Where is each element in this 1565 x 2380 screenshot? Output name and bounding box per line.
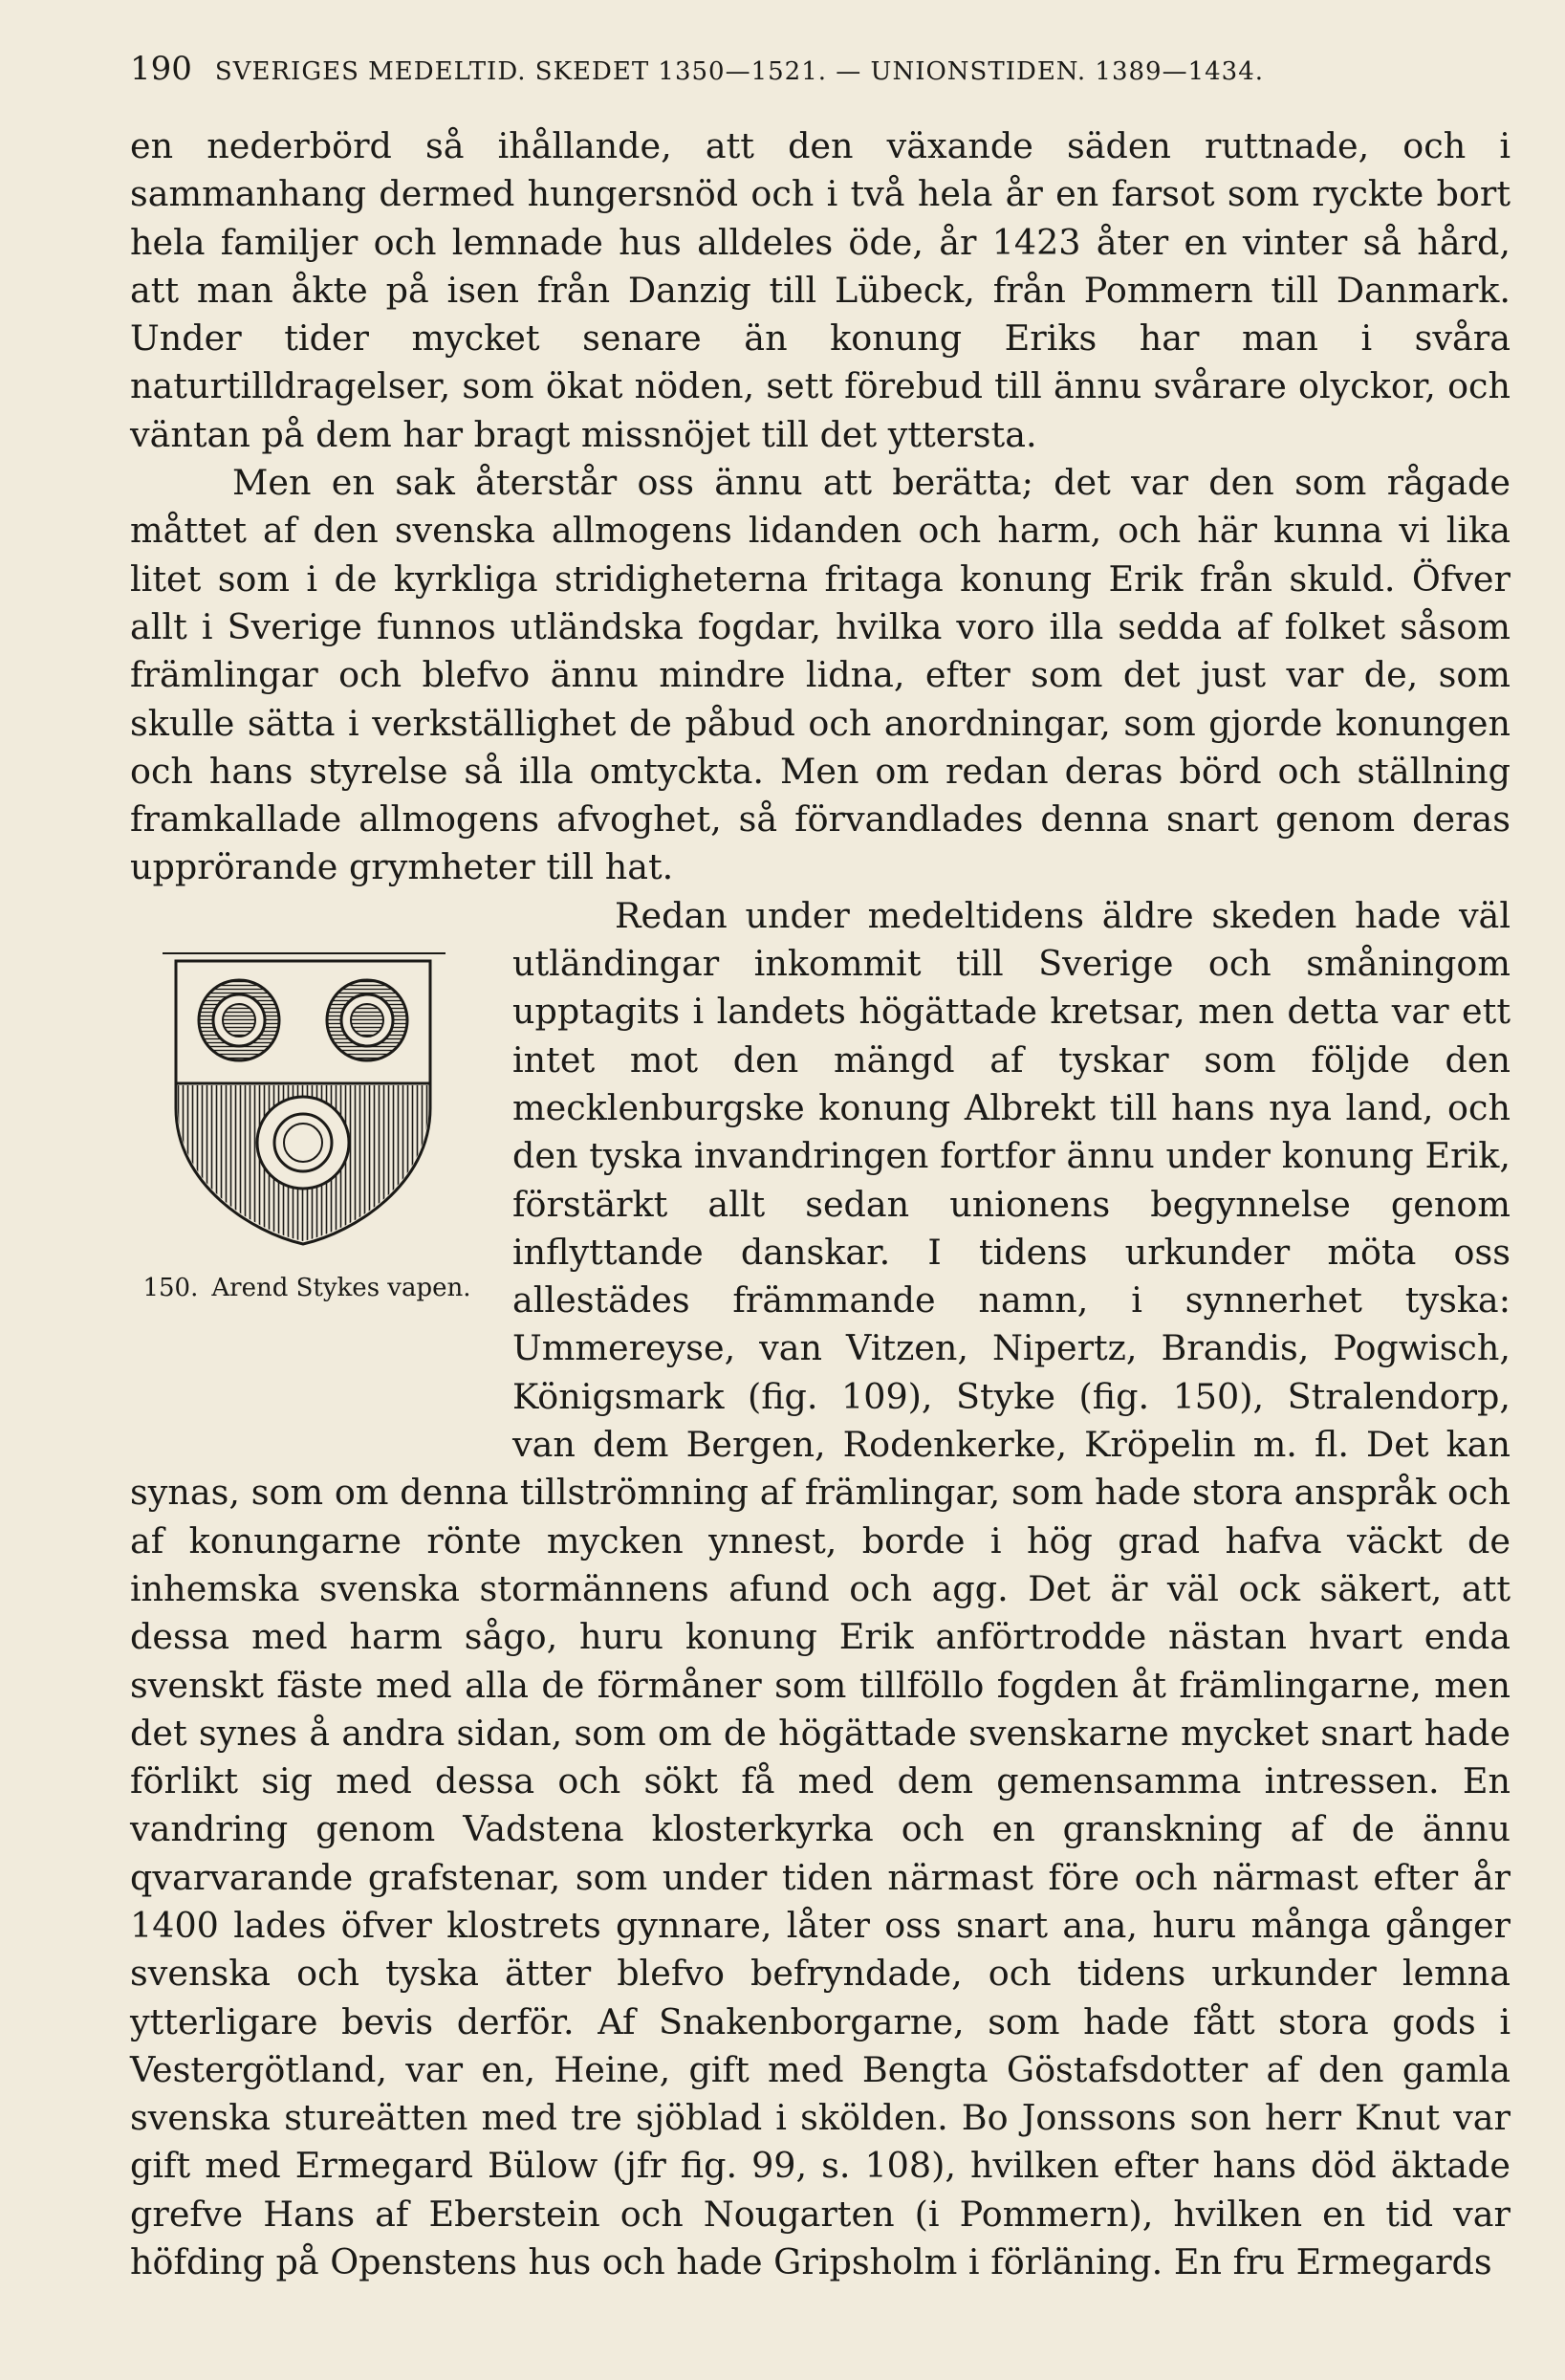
figure-number: 150. — [142, 1273, 199, 1302]
running-title: SVERIGES MEDELTID. SKEDET 1350—1521. — UNIONSTIDEN. 1389—1434. — [214, 57, 1265, 86]
page-number: 190 — [130, 50, 192, 88]
body-text — [130, 122, 1511, 2286]
figure-150 — [130, 946, 512, 1424]
figure-caption-text: Arend Stykes vapen. — [211, 1273, 471, 1302]
paragraph: Men en sak återstår oss ännu att berätta; det var den som rågade måttet af den svenska allmogens lidanden och harm, och här kunna vi lika litet som i de kyrkliga stridigheterna fritaga konung Erik från skuld. Öfver allt i Sverige funnos utländska fogdar, hvilka voro illa sedda af folket såsom främlingar och blefvo ännu mindre lidna, efter som det just var de, som skulle sätta i verkställighet de påbud och anordningar, som gjorde konungen och hans styrelse så illa omtyckta. Men om redan deras börd och ställning framkallade allmogens afvoghet, så förvandlades denna snart genom deras upprörande grymheter till hat. — [130, 462, 1511, 888]
page-header — [130, 50, 1511, 88]
figure-caption — [130, 1271, 484, 1305]
paragraph: Redan under medeltidens äldre skeden hade väl utländingar inkommit till Sverige och småningom upptagits i landets högättade kretsar, men detta var ett intet mot den mängd af tyskar som följde den mecklenburgske konung Albrekt till hans nya land, och den tyska invandringen fortfor ännu under konung Erik, förstärkt allt sedan unionens begynnelse genom inflyttande danskar. I tidens urkunder möta oss allestädes främmande namn, i synnerhet tyska: Ummereyse, van Vitzen, Nipertz, Brandis, Pogwisch, Königsmark (fig. 109), Styke (fig. 150), Stralendorp, van dem Bergen, Rodenkerke, Kröpelin m. fl. Det kan synas, som om denna tillströmning af främlingar, som hade stora anspråk och af konungarne rönte mycken ynnest, borde i hög grad hafva väckt de inhemska svenska stormännens afund och agg. Det är väl ock säkert, att dessa med harm sågo, huru konung Erik anförtrodde nästan hvart enda svenskt fäste med alla de förmåner som tillföllo fogden åt främlingarne, men det synes å andra sidan, som om de högättade svenskarne mycket snart hade förlikt sig med dessa och sökt få med dem gemensamma intressen. En vandring genom Vadstena klosterkyrka och en granskning af de ännu qvarvarande grafstenar, som under tiden närmast före och närmast efter år 1400 lades öfver klostrets gynnare, låter oss snart ana, huru många gånger svenska och tyska ätter blefvo befryndade, och tidens urkunder lemna ytterligare bevis derför. Af Snakenborgarne, som hade fått stora gods i Vestergötland, var en, Heine, gift med Bengta Göstafsdotter af den gamla svenska stureätten med tre sjöblad i skölden. Bo Jonssons son herr Knut var gift med Ermegard Bülow (jfr fig. 99, s. 108), hvilken efter hans död äktade grefve Hans af Eberstein och Nougarten (i Pommern), hvilken en tid var höfding på Openstens hus och hade Gripsholm i förläning. En fru Ermegards — [130, 894, 1511, 2283]
page — [130, 50, 1511, 2286]
coat-of-arms-icon — [163, 946, 446, 1252]
paragraph: en nederbörd så ihållande, att den växande säden ruttnade, och i sammanhang dermed hungersnöd och i två hela år en farsot som ryckte bort hela familjer och lemnade hus alldeles öde, år 1423 åter en vinter så hård, att man åkte på isen från Danzig till Lübeck, från Pommern till Danmark. Under tider mycket senare än konung Eriks har man i svåra naturtilldragelser, som ökat nöden, sett förebud till ännu svårare olyckor, och väntan på dem har bragt missnöjet till det yttersta. — [130, 125, 1511, 455]
